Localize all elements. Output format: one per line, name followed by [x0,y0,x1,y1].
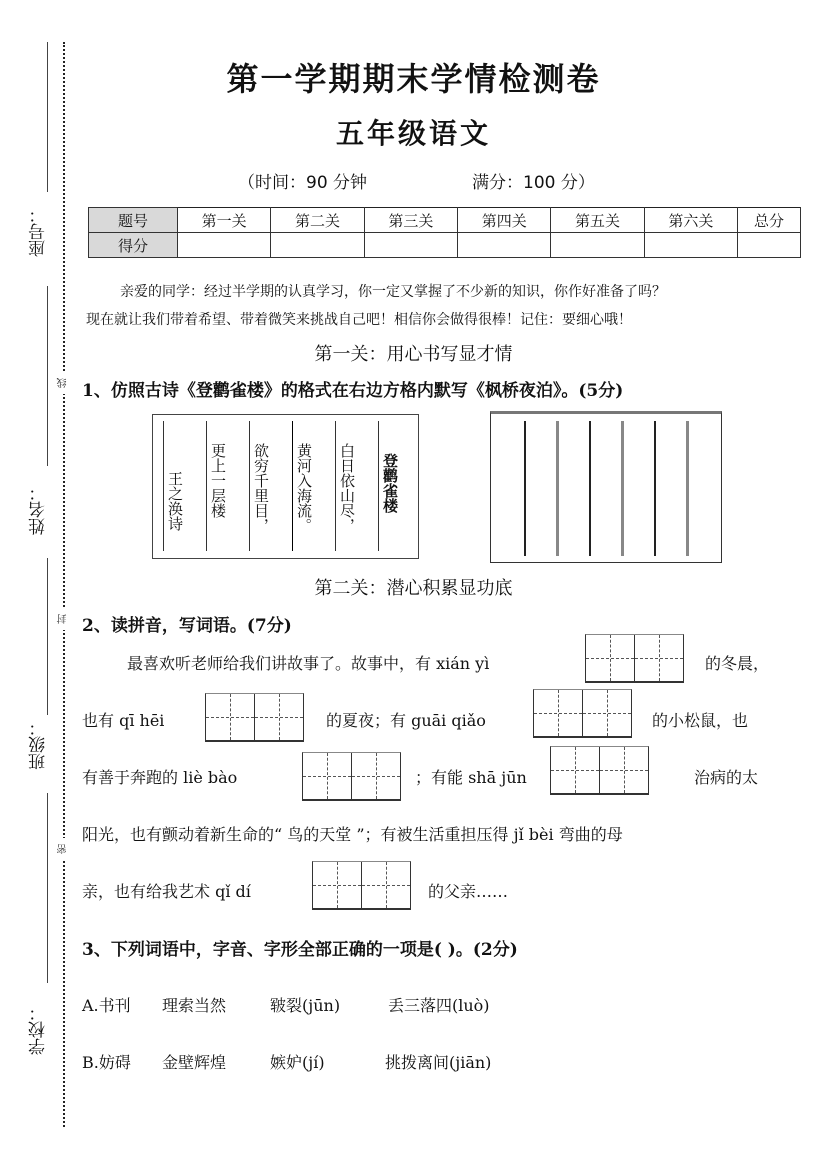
score-table-header-row [89,208,801,233]
option-a-label: A.书刊 [82,996,131,1015]
column-header: 第六关 [644,208,737,233]
option-b-label: B.妨碍 [82,1053,131,1072]
seat-number-label: 座号： [26,202,52,262]
question-3: 3、下列词语中，字音、字形全部正确的一项是( )。(2分) [82,940,518,960]
poem-author: 王之涣诗 [166,471,184,531]
answer-divider [686,421,689,556]
poem-divider [292,421,293,551]
passage-text: ；有能 shā jūn [415,768,527,787]
column-header: 第四关 [458,208,551,233]
school-label: 学校： [26,1000,52,1060]
class-label: 班级： [26,715,52,775]
answer-divider [589,421,591,556]
cut-word-seal: 封 [56,608,72,630]
option-b-word: 金壁辉煌 [162,1053,227,1072]
row-header-score: 得分 [89,233,178,258]
row-header-question: 题号 [89,208,178,233]
poem-divider [249,421,250,551]
answer-grid-shajun[interactable] [550,746,649,795]
section-2-title: 第二关：潜心积累显功底 [314,578,513,599]
poem-divider [335,421,336,551]
option-b-word: 嫉妒(jí) [270,1053,325,1072]
school-line [47,793,48,983]
passage-text: 有善于奔跑的 liè bào [82,768,238,787]
option-a-word: 理索当然 [162,996,227,1015]
cut-word-line: 线 [56,372,72,394]
name-line [47,286,48,466]
poem-answer-box[interactable] [490,411,722,563]
option-a-word: 丢三落四(luò) [388,996,490,1015]
poem-example-box [152,414,419,559]
answer-divider [556,421,559,556]
poem-title: 登鹳雀楼 [381,453,399,513]
exam-subtitle: 五年级语文 [335,117,491,150]
score-cell[interactable] [458,233,551,258]
answer-grid-guaiqiao[interactable] [533,689,632,738]
answer-grid-xianyi[interactable] [585,634,684,683]
exam-time: （时间：90 分钟 [238,173,368,193]
score-table-score-row [89,233,801,258]
answer-divider [524,421,526,556]
answer-grid-qidi[interactable] [312,861,411,910]
passage-text: 最喜欢听老师给我们讲故事了。故事中，有 xián yì [127,654,490,673]
answer-divider [621,421,624,556]
score-cell[interactable] [551,233,644,258]
option-b-word: 挑拨离间(jiān) [385,1053,492,1072]
column-header: 第二关 [271,208,364,233]
column-header: 第一关 [178,208,271,233]
passage-text: 的夏夜；有 guāi qiǎo [326,711,486,730]
score-cell[interactable] [178,233,271,258]
answer-grid-qihei[interactable] [205,693,304,742]
score-cell[interactable] [271,233,364,258]
poem-line: 白日依山尽， [338,443,356,533]
passage-text: 的冬晨， [705,654,770,673]
intro-line-2: 现在就让我们带着希望、带着微笑来挑战自己吧！相信你会做得很棒！记住：要细心哦！ [86,312,632,328]
passage-text: 阳光，也有颤动着新生命的“ 鸟的天堂 ”；有被生活重担压得 jǐ bèi 弯曲的母 [82,825,623,844]
poem-divider [163,421,164,551]
passage-text: 的父亲…… [428,882,509,901]
intro-line-1: 亲爱的同学：经过半学期的认真学习，你一定又掌握了不少新的知识，你作好准备了吗？ [120,284,666,300]
answer-divider [654,421,656,556]
exam-title: 第一学期期末学情检测卷 [226,60,601,98]
passage-text: 治病的太 [694,768,759,787]
passage-text: 也有 qī hēi [82,711,165,730]
score-cell[interactable] [644,233,737,258]
answer-grid-liebao[interactable] [302,752,401,801]
score-cell[interactable] [738,233,801,258]
column-header: 第三关 [364,208,457,233]
question-1: 1、仿照古诗《登鹳雀楼》的格式在右边方格内默写《枫桥夜泊》。(5分) [82,381,624,401]
question-2: 2、读拼音，写词语。(7分) [82,616,292,636]
option-a-word: 皲裂(jūn) [270,996,341,1015]
passage-text: 的小松鼠，也 [652,711,749,730]
cut-word-seal2: 密 [56,838,72,860]
poem-line: 黄河入海流。 [295,443,313,533]
poem-divider [206,421,207,551]
name-label: 姓名： [26,480,52,540]
column-header: 第五关 [551,208,644,233]
score-cell[interactable] [364,233,457,258]
passage-text: 亲，也有给我艺术 qǐ dí [82,882,251,901]
exam-full-score: 满分：100 分） [472,173,595,193]
poem-divider [378,421,379,551]
poem-line: 欲穷千里目， [252,443,270,533]
poem-line: 更上一层楼 [209,443,227,518]
score-table [88,207,801,258]
column-header: 总分 [738,208,801,233]
section-1-title: 第一关：用心书写显才情 [314,344,513,365]
